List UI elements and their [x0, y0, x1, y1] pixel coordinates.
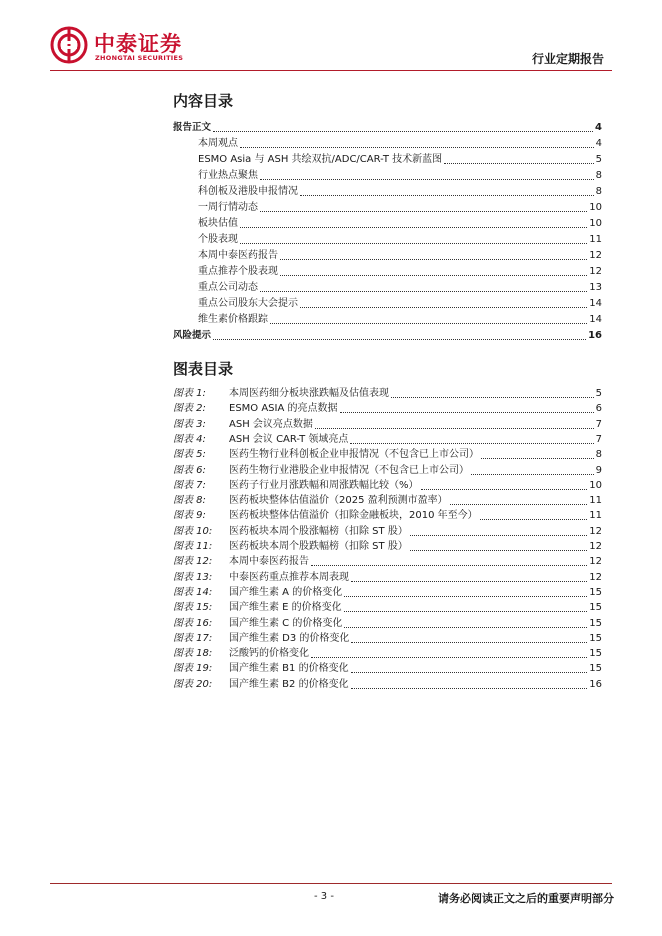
toc-leader-dots	[351, 642, 587, 643]
figure-label: 图表 14:	[173, 586, 213, 598]
figure-title: 医药板块本周个股涨幅榜（扣除 ST 股）	[229, 525, 408, 537]
toc-entry-text: 重点公司股东大会提示	[198, 298, 298, 309]
toc-leader-dots	[260, 179, 594, 180]
figure-label: 图表 19:	[173, 663, 213, 675]
figure-page: 15	[589, 586, 602, 598]
toc-entry[interactable]	[0, 265, 662, 279]
figure-toc-entry[interactable]	[0, 448, 662, 462]
toc-leader-dots	[300, 195, 594, 196]
toc-entry-page: 14	[589, 298, 602, 309]
figure-title: ESMO ASIA 的亮点数据	[229, 403, 338, 415]
toc-entry[interactable]	[0, 137, 662, 151]
figure-toc-entry[interactable]	[0, 418, 662, 432]
figure-label: 图表 9:	[173, 510, 206, 522]
toc-entry-page: 8	[595, 170, 602, 181]
figure-page: 15	[589, 632, 602, 644]
figure-label: 图表 20:	[173, 678, 213, 690]
toc-leader-dots	[444, 163, 593, 164]
toc-entry[interactable]	[0, 329, 662, 343]
toc-leader-dots	[471, 474, 594, 475]
figure-toc-entry[interactable]	[0, 525, 662, 539]
figure-page: 7	[595, 433, 602, 445]
toc-entry-page: 13	[589, 282, 602, 293]
toc-entry-text: 行业热点聚焦	[198, 170, 258, 181]
figure-page: 8	[595, 449, 602, 461]
figure-label: 图表 7:	[173, 479, 206, 491]
toc-entry-page: 16	[588, 330, 602, 341]
figure-title: 国产维生素 B2 的价格变化	[229, 678, 349, 690]
figure-label: 图表 15:	[173, 602, 213, 614]
figure-page: 12	[589, 556, 602, 568]
figure-toc-entry[interactable]	[0, 617, 662, 631]
toc-leader-dots	[260, 211, 587, 212]
figure-label: 图表 16:	[173, 617, 213, 629]
figure-toc-entry[interactable]	[0, 479, 662, 493]
figure-page: 5	[595, 388, 602, 399]
figure-title: 医药板块整体估值溢价（2025 盈利预测市盈率）	[229, 495, 448, 507]
toc-leader-dots	[350, 443, 593, 444]
toc-entry[interactable]	[0, 281, 662, 295]
figure-page: 11	[589, 510, 602, 522]
toc-leader-dots	[240, 243, 587, 244]
toc-leader-dots	[450, 504, 588, 505]
figure-toc-entry[interactable]	[0, 662, 662, 676]
toc-leader-dots	[340, 412, 594, 413]
figure-label: 图表 12:	[173, 556, 213, 568]
figure-title: ASH 会议 CAR-T 领域亮点	[229, 433, 349, 445]
toc-entry-page: 12	[589, 250, 602, 261]
figure-label: 图表 2:	[173, 403, 206, 415]
toc-entry-page: 12	[589, 266, 602, 277]
figure-page: 12	[589, 525, 602, 537]
toc-leader-dots	[240, 147, 594, 148]
figure-title: 中泰医药重点推荐本周表现	[229, 571, 349, 583]
toc-entry-page: 10	[589, 202, 602, 213]
figure-title: 国产维生素 C 的价格变化	[229, 617, 343, 629]
toc-entry-text: 重点推荐个股表现	[198, 266, 278, 277]
logo-english-name: ZHONGTAI SECURITIES	[95, 54, 184, 62]
toc-leader-dots	[311, 657, 587, 658]
toc-entry-text: 个股表现	[198, 234, 238, 245]
toc-entry-text: 报告正文	[173, 122, 212, 133]
figure-title: ASH 会议亮点数据	[229, 418, 313, 430]
figure-title: 医药生物行业科创板企业申报情况（不包含已上市公司）	[229, 449, 479, 461]
content-toc-title: 内容目录	[173, 92, 234, 110]
figure-title: 医药生物行业港股企业申报情况（不包含已上市公司）	[229, 464, 469, 476]
toc-leader-dots	[213, 339, 586, 340]
figure-toc-entry[interactable]	[0, 387, 662, 401]
toc-entry-page: 10	[589, 218, 602, 229]
toc-leader-dots	[280, 259, 587, 260]
toc-leader-dots	[280, 275, 587, 276]
toc-leader-dots	[344, 611, 588, 612]
footer-divider	[50, 883, 612, 884]
figure-title: 医药板块整体估值溢价（扣除金融板块，2010 年至今）	[229, 510, 478, 522]
figure-title: 国产维生素 B1 的价格变化	[229, 663, 349, 675]
figure-toc-entry[interactable]	[0, 555, 662, 569]
zhongtai-logo-icon	[50, 26, 88, 64]
figure-page: 15	[589, 648, 602, 660]
toc-leader-dots	[311, 565, 587, 566]
toc-entry[interactable]	[0, 313, 662, 327]
figure-label: 图表 10:	[173, 525, 213, 537]
figure-title: 医药子行业月涨跌幅和周涨跌幅比较（%）	[229, 479, 419, 491]
figure-title: 泛酸钙的价格变化	[229, 648, 309, 660]
page-header	[0, 0, 662, 80]
toc-leader-dots	[344, 596, 587, 597]
toc-entry-text: 重点公司动态	[198, 282, 258, 293]
toc-entry-text: 风险提示	[173, 330, 212, 341]
figure-page: 15	[589, 617, 602, 629]
toc-entry-text: 一周行情动态	[198, 202, 258, 213]
figure-title: 国产维生素 A 的价格变化	[229, 586, 343, 598]
figure-page: 15	[589, 663, 602, 675]
figure-toc-entry[interactable]	[0, 601, 662, 615]
figure-label: 图表 17:	[173, 632, 213, 644]
figure-page: 7	[595, 418, 602, 430]
toc-leader-dots	[344, 627, 587, 628]
logo-chinese-name: 中泰证券	[94, 32, 182, 56]
toc-entry[interactable]	[0, 153, 662, 167]
toc-leader-dots	[351, 672, 588, 673]
figure-title: 本周中泰医药报告	[229, 556, 309, 568]
toc-entry-page: 11	[589, 234, 602, 245]
figure-page: 10	[589, 479, 602, 491]
figure-label: 图表 3:	[173, 418, 206, 430]
toc-leader-dots	[351, 581, 587, 582]
figure-page: 11	[589, 495, 602, 507]
figure-page: 15	[589, 602, 602, 614]
toc-entry-page: 5	[595, 154, 602, 165]
figure-toc-entry[interactable]	[0, 571, 662, 585]
figure-toc-entry[interactable]	[0, 433, 662, 447]
figure-toc-title: 图表目录	[173, 360, 234, 378]
figure-toc-entry[interactable]	[0, 494, 662, 508]
figure-title: 国产维生素 D3 的价格变化	[229, 632, 350, 644]
toc-entry-text: ESMO Asia 与 ASH 共绘双抗/ADC/CAR-T 技术新蓝图	[198, 154, 443, 165]
toc-leader-dots	[410, 550, 587, 551]
toc-entry[interactable]	[0, 249, 662, 263]
toc-entry[interactable]	[0, 233, 662, 247]
toc-leader-dots	[480, 519, 588, 520]
footer-disclaimer: 请务必阅读正文之后的重要声明部分	[438, 892, 614, 905]
toc-entry[interactable]	[0, 217, 662, 231]
figure-label: 图表 8:	[173, 495, 206, 507]
figure-toc-entry[interactable]	[0, 647, 662, 661]
toc-entry-page: 4	[595, 122, 602, 133]
company-logo	[50, 26, 210, 66]
toc-entry[interactable]	[0, 201, 662, 215]
report-type-label: 行业定期报告	[531, 52, 604, 66]
toc-entry-text: 本周观点	[198, 138, 238, 149]
figure-label: 图表 13:	[173, 571, 213, 583]
toc-entry-page: 8	[595, 186, 602, 197]
figure-title: 本周医药细分板块涨跌幅及估值表现	[229, 388, 389, 399]
page-number: - 3 -	[314, 891, 334, 902]
figure-title: 医药板块本周个股跌幅榜（扣除 ST 股）	[229, 541, 408, 552]
figure-toc-entry[interactable]	[0, 509, 662, 523]
toc-entry[interactable]	[0, 169, 662, 183]
figure-label: 图表 18:	[173, 648, 213, 660]
figure-label: 图表 6:	[173, 464, 206, 476]
toc-leader-dots	[481, 458, 594, 459]
figure-label: 图表 1:	[173, 388, 206, 399]
figure-label: 图表 11:	[173, 541, 213, 552]
toc-entry-text: 维生素价格跟踪	[198, 314, 268, 325]
figure-toc-entry[interactable]	[0, 678, 662, 692]
toc-leader-dots	[351, 688, 588, 689]
toc-leader-dots	[240, 227, 587, 228]
toc-entry[interactable]	[0, 185, 662, 199]
toc-entry-text: 板块估值	[198, 218, 238, 229]
toc-leader-dots	[260, 291, 587, 292]
toc-entry-text: 科创板及港股申报情况	[198, 186, 298, 197]
toc-leader-dots	[410, 535, 587, 536]
toc-leader-dots	[300, 307, 587, 308]
figure-label: 图表 5:	[173, 449, 206, 461]
figure-toc-entry[interactable]	[0, 540, 662, 554]
header-divider	[50, 70, 612, 71]
toc-leader-dots	[391, 397, 594, 398]
figure-page: 9	[595, 464, 602, 476]
figure-page: 12	[589, 571, 602, 583]
figure-toc-entry[interactable]	[0, 402, 662, 416]
figure-page: 6	[595, 403, 602, 415]
figure-toc-entry[interactable]	[0, 586, 662, 600]
toc-leader-dots	[421, 489, 588, 490]
toc-leader-dots	[315, 428, 594, 429]
figure-title: 国产维生素 E 的价格变化	[229, 602, 342, 614]
toc-entry-text: 本周中泰医药报告	[198, 250, 278, 261]
toc-entry-page: 14	[589, 314, 602, 325]
toc-entry[interactable]	[0, 121, 662, 135]
toc-leader-dots	[213, 131, 593, 132]
toc-leader-dots	[270, 323, 587, 324]
toc-entry[interactable]	[0, 297, 662, 311]
figure-label: 图表 4:	[173, 433, 206, 445]
figure-page: 12	[589, 541, 602, 552]
toc-entry-page: 4	[595, 138, 602, 149]
figure-toc-entry[interactable]	[0, 632, 662, 646]
figure-toc-entry[interactable]	[0, 464, 662, 478]
figure-page: 16	[589, 678, 602, 690]
